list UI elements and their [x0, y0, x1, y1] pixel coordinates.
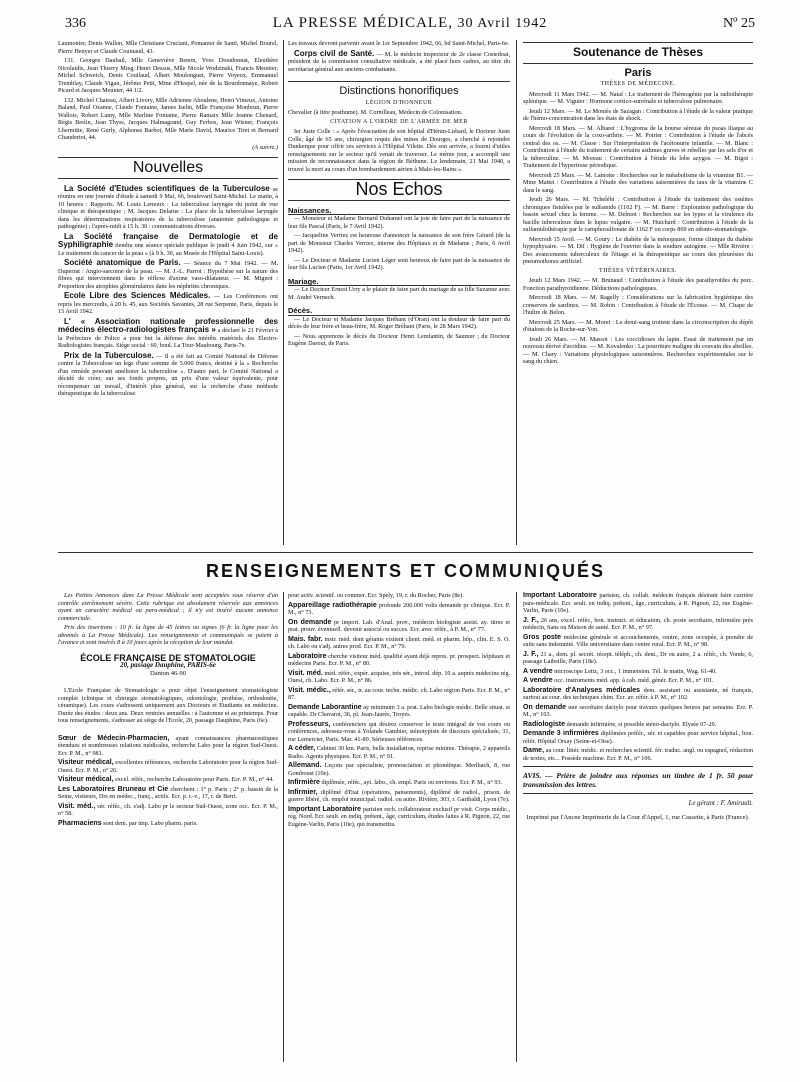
- ad-title: A vendre: [523, 667, 553, 675]
- thesis-entry: Jeudi 12 Mars. — M. Le Moniès de Sazagan : Contribution à l'étude de la valeur pratique de l'hémo-concentration dans les états de shock.: [523, 107, 753, 122]
- ad-text: cherche visiteur méd. qualifié ayant déjà repres. pr. prospect. hôpitaux et médecins Paris. Ecr. P. M., n° 80.: [288, 652, 510, 667]
- ad-text: Cabinet 30 km. Paris, belle installation, reprise minime. Thérapie, 2 appareils Radio. Agents physiques. Ecr. P. M., n° 91.: [288, 745, 510, 760]
- ad-text: diplômé d'Etat (opérations, pansements), diplômé de radiol., prison. de guerre libéré, ch. emploi municipal. radiol. ou autre. Rivière, 303, r. Garibaldi, Lyon (7e).: [288, 788, 510, 803]
- ad-text: sont dem. par imp. Labo pharm. paris.: [103, 819, 198, 827]
- ad-text: médecine générale et accouchements, centre, zone occupée, à prendre de suite sans indemnité. Ville universitaire dans centre rural. Ecr. P. M., n° 98.: [523, 633, 753, 648]
- column-rule: [516, 40, 517, 545]
- society-text: — Il a été fait au Comité National de Défense contre la Tuberculose un legs d'une somme de 5.000 francs, destiné à la « Recherche d'un remède pouvant améliorer la tuberculose ». D'autre part, le Comité National a décidé de créer, sur ses fonds propres, un prix d'une valeur équivalente, pour récompenser un travail, d'intérêt plus général, sur la recherche d'une méthode thérapeutique de la tuberculose.: [58, 352, 278, 397]
- ad-text: 21 a., dem. pl. secrét. récept. téléph., ch. dent., Dr ou autre, 2 a. référ., ch. Vonde, 6, passage Laibeille, Paris (18e).: [523, 650, 753, 665]
- ad-title: Visiteur médical,: [58, 759, 114, 766]
- ads-column-2: [288, 592, 510, 1062]
- ad-text: ay minimum 3 a. prat. Labo biologie médic. Belle situat. si capable. Dr Chavarot, 36, pl. Jean-Jaurès, Troyes.: [288, 703, 510, 718]
- society-title: Prix de la Tuberculose.: [64, 350, 154, 360]
- printer-line: Imprimé par l'Ancne Imprimerie de la Cour d'Appel, 1, rue Cassette, à Paris (France).: [526, 813, 750, 821]
- list-item: 131. Georges Daubail, Mlle Geneviève Benon, Yves Dioudonnat, Eleuthère Nicolaidis, Jean Thierry Mieg, Henri Dessus, Mlle Nicole Wodzinski, Francis Meunier, Michel Schweich, Denis Couilaud, Albert Moulonguet, Pierre Voyeux, Emmanuel Tremblay, Claude Vigan, Jérôme Petit, Mme d'Hespel, née de la Bourdonnaye, Robert Picard et Jacques Meunier, 44 1/2.: [58, 57, 278, 94]
- ad-text: une secrétaire dactylo pour travaux quelques heures par semaine. Ecr. P. M., n° 103.: [523, 703, 753, 718]
- article-text: — M. le médecin inspecteur de 2e classe Costedoat, président de la commission consultative médicale, a été placé hors cadres, au titre du secrétariat général aux anciens combattants.: [288, 50, 510, 73]
- ad-text: occ. instruments méd. app. à cab. méd. génér. Ecr. P. M., n° 101.: [554, 677, 714, 684]
- ads-intro: Les Petites Annonces dans La Presse Médicale sont acceptées sous réserve d'un contrôle extrêmement sévère. Cette rubrique est absolument réservée aux annonces ayant un caractère médical ou para-médical ; il n'y est inséré aucune annonce commerciale.: [58, 592, 278, 622]
- subheading-veterinaires: THÈSES VÉTÉRINAIRES.: [599, 267, 677, 274]
- announcement: — Nous apprenons le décès du Docteur Henri Lemfantin, de Saumur ; du Docteur Eugène Darout, de Paris.: [288, 332, 510, 347]
- ad-title: Les Laboratoires Bruneau et Cie: [58, 785, 169, 793]
- column-rule: [283, 40, 284, 545]
- journal-title: LA PRESSE MÉDICALE,: [272, 15, 453, 31]
- category-deces: Décès.: [288, 307, 510, 316]
- ad-title: J. F.,: [523, 650, 539, 658]
- ad-text: diplômée, référ., ayt. labo., ch. empl. Paris ou environs. Ecr. P. M., n° 93.: [321, 779, 503, 786]
- section-banner: RENSEIGNEMENTS ET COMMUNIQUÉS: [58, 552, 753, 582]
- ad-title: On demande: [288, 618, 332, 626]
- ad-title: Demande Laborantine: [288, 703, 362, 711]
- ad-text: diplômées préfér., sér. et capables pour service hôpital., bon. référ. Hôpital Orsay (Seine-et-Oise).: [523, 730, 753, 745]
- avis-notice: AVIS. — Prière de joindre aux réponses un timbre de 1 fr. 50 pour transmission des lettres.: [523, 766, 753, 794]
- ad-text: référ. sér., tr. au cour. techn. médic. ch. Labo région Paris. Ecr. P. M., n° 87.: [288, 686, 510, 701]
- ad-title: Appareillage radiothérapie: [288, 601, 377, 609]
- column-rule: [516, 592, 517, 1062]
- ads-prices: Prix des insertions : 10 fr. la ligne de 45 lettres ou signes (6 fr. la ligne pour les abonnés à La Presse Médicale). Les renseignements et communiqués se paient à l'avance et sont insérés 8 à 10 jours après la réception de leur mandat.: [58, 624, 278, 646]
- ad-text: au cour. littér. médic. et recherches scientif. fér. traduc. angl. ou espagnol, rédaction de textes, etc... Possède machine. Ecr. P. M., n° 106.: [523, 747, 753, 762]
- ad-text: microscope Leitz, 3 occ., 1 immersion. Tél. le matin, Wag. 61-40.: [554, 667, 717, 675]
- city-heading: Paris: [624, 66, 652, 79]
- column-1: [58, 40, 278, 545]
- column-rule: [283, 592, 284, 1062]
- society-title: La Société française de Dermatologie et de Syphiligraphie: [58, 231, 278, 249]
- category-mariage: Mariage.: [288, 278, 510, 287]
- section-heading-nouvelles: Nouvelles: [58, 157, 278, 179]
- ad-title: Visit. médic.,: [288, 686, 331, 694]
- society-text: a déclaré le 21 Février à la Préfecture de Police a pour but la défense des intérêts matériels des Electro-Radiologistes français. Siège social : 60, boul. La Tour-Maubourg, Paris-7e.: [58, 327, 278, 349]
- ad-title: Important Laboratoire: [523, 592, 597, 599]
- thesis-entry: Jeudi 12 Mars 1942. — M. Brunaud : Contribution à l'étude des parathyroïdes du porc. Fonction parathyroïdienne. Déductions pathologiques.: [523, 277, 753, 292]
- column-2: [288, 40, 510, 545]
- ads-column-3: [523, 592, 753, 1062]
- page-number: 336: [65, 16, 86, 31]
- ad-title: Important Laboratoire: [288, 805, 362, 813]
- ad-text: excel. référ., recherche Laboratoire pour Paris. Ecr. P. M., n° 44.: [115, 776, 274, 783]
- article-title: Corps civil de Santé.: [294, 48, 375, 58]
- category-naissances: Naissances.: [288, 207, 510, 216]
- school-name: ÉCOLE FRANÇAISE DE STOMATOLOGIE: [80, 652, 256, 663]
- announcement: — Monsieur et Madame Bernard Duhamel ont la joie de faire part de la naissance de leur fils Pascal (Paris, le 7 Avril 1942).: [288, 215, 510, 230]
- announcement: — Le Docteur et Madame Jacques Bréhant (d'Oran) ont la douleur de faire part du décès de leur frère et beau-frère, M. Roger Bréhant (Paris, le 28 Mars 1942).: [288, 315, 510, 330]
- school-address: 20, passage Dauphine, PARIS-6e: [120, 661, 216, 669]
- ad-title: Sœur de Médecin-Pharmacien,: [58, 734, 170, 742]
- thesis-entry: Mercredi 15 Avril. — M. Goury : Le diabète de la ménopause, forme clinique du diabète hypophysaire. — M. Dif : Hygiène de l'ouvrier dans la soudure autogène. — Mlle Rivière : Des avancements tuberculeux de l'étiage et la thérapeutique au cours des pleurésies du pneumothorax artificiel.: [523, 235, 753, 265]
- ad-text: excellentes références, recherche Laboratoire pour la région Sud-Ouest. Ecr. P. M., n° 26.: [58, 759, 278, 774]
- ad-title: Visit. méd.,: [58, 802, 96, 810]
- ad-text: méd. référ., expér. acquise, très sér., introd. dép. 10 a. auprès médecins rég. Ouest, ch. Labo. Ecr. P. M., n° 86.: [288, 669, 510, 684]
- ad-title: Visiteur médical,: [58, 776, 114, 783]
- thesis-entry: Jeudi 26 Mars. — M. Tcheléhi : Contribution à l'étude du traitement des ostéites chroniques fistulées par le sulfamide (1162 F). — M. Barre : Exploration pathologique du bassin sexuel chez la femme. — M. Delmot : Recherches sur les types et la virulence du bacille tuberculeux dans le lupus vulgaire. — M. Huichard : Contribution à l'étude de la sulfamidothérapie par le camphosulfonate de 1162 F ou corps 869 en odonto-stomatologie.: [523, 196, 753, 233]
- section-heading-theses: Soutenance de Thèses: [523, 42, 753, 64]
- school-text: L'Ecole Française de Stomatologie a pour objet l'enseignement stomatologiste complet (clinique et chirurgie stomatologiques, odontologie, prothèse, orthodontie, céramique). Les cours s'adressent uniquement aux Docteurs et Etudiants en médecine. Durée des études : deux ans. Deux rentrées annuelles : à l'automne et au printemps. Pour tous renseignements, s'adresser au siège de l'Ecole, 20, passage Dauphine, Paris (6e).: [58, 687, 278, 724]
- ad-title: Laboratoire: [288, 652, 327, 660]
- ad-text: pr import. Lab. d'Anal. prov., médecin biologiste assist. ay. titres et prat. prouv. éventuell. devenir associé ou succes. Ecr. avec référ., à P. M., n° 77.: [288, 618, 510, 633]
- society-text: — Les Conférences ont repris les mercredis, à 20 h. 45, aux Sociétés Savantes, 28 rue Serpente, Paris, depuis le 15 Avril 1942.: [58, 293, 278, 315]
- society-title: Ecole Libre des Sciences Médicales.: [64, 291, 211, 300]
- ad-text: cherchent : 1° p. Paris ; 2° p. bassin de la Seine, visiteurs, Drs en médec., franç., actifs. Ecr. p. r.-v., 17, r. de Berri.: [58, 785, 278, 800]
- ad-text: 26 ans, excel. référ., bon. instruct. et éducation, ch. poste secrétaire, infirmière près médecin, Sans ou Maison de santé. Ecr. P. M., n° 97.: [523, 616, 753, 631]
- announcement: — Le Docteur Ernest Urry a le plaisir de faire part du mariage de sa fille Suzanne avec M. André Vernech.: [288, 286, 510, 301]
- list-continuation: Laumonier, Denis Wallon, Mlle Christiane Cruciani, Pomanier de Santi, Michel Bourel, Pierre Heuyer et Claude Couinaud, 43.: [58, 40, 278, 55]
- ad-title: A céder,: [288, 745, 316, 752]
- ad-title: Dame,: [523, 747, 545, 754]
- list-item: 132. Michel Chateau, Albert Livory, Mlle Adrienne Aboulene, Henri Vimeux, Antoine Baland, Paul Ozanne, Claude Fontaine, James Iselin, Mlle Françoise Monbrun, Pierre Wallois, Robert Lamy, Mlle Marline Fontaine, Pierre Ramaix Mlle Jeanne Chenard, Régis Brelin, Jean Thyss, Jacques Halmagrand, Guy Ferbos, Jean Wisner, François Lhermitte, René Gurly, Alphonse Barbot, Mlle Marie David, Maurice Tiret et Bernard Chandertot, 44.: [58, 96, 278, 141]
- ad-title: Professeurs,: [288, 720, 331, 728]
- ad-title: Gros poste: [523, 633, 561, 641]
- section-heading-echos: Nos Echos: [288, 179, 510, 201]
- announcement: — Jacqueline Verriez est heureuse d'annoncer la naissance de son frère Gérard (de la part de Monsieur Charles Verriez, interne des Hôpitaux et de Madame ; Paris, 6 Avril 1942).: [288, 232, 510, 254]
- ad-title: J. F.,: [523, 616, 539, 624]
- journal-title-line: [65, 15, 755, 32]
- ad-text: parisien rech. collaborateur exclusif pr visit. Corps médic., rég. Nord. Ecr. seult. en indiq. prétent., âge, curriculum, études faites à R. Pignon, 22, rue Eugène-Varlin, Paris (10e), qui transmettra.: [288, 805, 510, 828]
- thesis-entry: Mercredi 25 Mars. — M. Moret : Le demi-sang trotteur dans la circonscription du dépôt d'étalons de la Roche-sur-Yon.: [523, 318, 753, 333]
- subheading-legion: LÉGION D'HONNEUR: [365, 99, 433, 106]
- ad-continuation: pour activ. scientif. ou commer. Ecr. Spely, 19, r. du Rocher, Paris (8e).: [288, 592, 464, 599]
- ad-text: instr. méd. dont gérants visitent client. méd. et pharm. hôp., clin. E. S. O. ch. Labo ou s'adj. autres prod. Ecr. P. M., n° 79.: [288, 635, 510, 650]
- announcement: — Le Docteur et Madame Lucien Léger sont heureux de faire part de la naissance de leur fils Lucien (Paris, 1er Avril 1942).: [288, 256, 510, 271]
- ad-title: Allemand.: [288, 762, 322, 769]
- ad-title: Pharmaciens: [58, 819, 102, 827]
- ad-title: Mais. fabr.: [288, 635, 323, 643]
- society-text: tiendra une séance spéciale publique le jeudi 4 Juin 1942, sur « Le traitement du cancer de la peau » (à 9 h. 30, au Musée de l'Hôpital Saint-Louis).: [58, 242, 278, 257]
- society-text: — Séance du 7 Mai 1942. — M. Duperrat : Angio-sarcome de la peau. — M. J.-L. Parrot : Hypothèse sur la nature des fibres qui interviennent dans le réflexe d'axone vaso-dilatateur. — M. Mignot : Proportion des atrophies glomérulaires dans les néphrites chroniques.: [58, 260, 278, 290]
- society-title: L' « Association nationale professionnelle des médecins électro-radiologistes français »: [58, 316, 278, 334]
- page-header: [65, 12, 755, 34]
- society-title: La Société d'Etudes scientifiques de la Tuberculose: [64, 183, 270, 193]
- issue-date: 30 Avril 1942: [457, 16, 548, 31]
- citation-text: Ier Juste Colle : « Après l'évacuation de son hôpital d'Hénin-Liétard, le Docteur Juste Colle, âgé de 65 ans, chirurgien requis des mines de Dourges, a cherché à rejoindre Dunkerque pour offrir ses services à l'Hôpital Vilette. Dès son arrivée, a fourni d'utiles renseignements sur le secteur qu'il venait de traverser. Le même jour, a accompli une mission de reconnaissance dans la région de Béthune. Le lendemain, 21 Mai 1940, a trouvé la mort au cours d'un bombardement aérien à Malo-les-Bains ».: [288, 128, 510, 173]
- ad-title: Infirmier,: [288, 788, 318, 796]
- ad-text: sér. référ., ch. s'adj. Labo pr le secteur Sud-Ouest, zone occ. Ecr. P. M., n° 58.: [58, 802, 278, 817]
- article-continuation: Les travaux devront parvenir avant le 1er Septembre 1942, 66, bd Saint-Michel, Paris-6e.: [288, 40, 510, 47]
- ad-text: conférenciers qui désirez conserver le texte intégral de vos cours ou conférences, adressez-vous à Yolande Gambier, sténotypiste de discours spécialisée, 31, rue Lemercier, Paris. Mar. 41-80. Sérieuses références.: [288, 720, 510, 743]
- ad-text: ayant connaissances pharmaceutiques étendues et nombreuses relations médicales, recherche Labo pour la région Sud-Ouest. Ecr. P. M., n° 981.: [58, 734, 278, 757]
- issue-number: Nº 25: [723, 16, 755, 31]
- ad-text: parisien, ch. collab. médecin français désirant faire carrière para-médicale. Ecr. seult. en indiq. prétent., âge, curriculum, à R. Pignon, 22, rue Eugène-Varlin, Paris (10e).: [523, 592, 753, 614]
- school-phone: Danton 46-90: [150, 669, 186, 677]
- subheading-medecine: THÈSES DE MÉDECINE.: [600, 81, 676, 87]
- thesis-entry: Mercredi 18 Mars. — M. Albaret : L'hygroma de la bourse séreuse du psoas iliaque au cours de l'évolution de la coxo-arthrie. — M. Poirier : Contribution à l'étude de l'abcès central des os. — M. Classe : Sur l'interprétation de l'acétonurie infantile. — M. Blanc : Contribution à l'étude du traitement de certains asthmes graves et rebelles par les sels d'or et la tuberculine. — M. Moreau : Contribution à l'étude du lobe azygos. — M. Bigot : Traitement de l'hypertrose périodique.: [523, 124, 753, 169]
- ad-title: Visit. méd.: [288, 669, 323, 677]
- thesis-entry: Mercredi 25 Mars. — M. Lamotte : Recherches sur le métabolisme de la vitamine B1. — Mme Mattei : Contribution à l'étude des variations saisonnières du taux de la vitamine C dans le sang.: [523, 171, 753, 194]
- column-3: [523, 40, 753, 545]
- thesis-entry: Mercredi 11 Mars 1942. — M. Nataf : Le traitement de l'hémogénie par la radiothérapie splénique. — M. Viguier : Hormone cortico-surrénale et tuberculose pulmonaire.: [523, 90, 753, 105]
- society-text: se réunira en une journée d'étude à samedi 9 Mai, 66, boulevard Saint-Michel. Le matin, à 10 heures : Rapports. M. Louis Lemoux : La tuberculose laryngée du point de vue clinique et thérapeutique ; M. Jacques Delarue : La place de la tuberculose laryngée dans les déterminations respiratoires de la tuberculose (anatomie pathologique et pathogénie) ; l'après-midi à 15 h. 30 : communications diverses.: [58, 185, 278, 230]
- ad-title: Infirmière: [288, 779, 320, 786]
- thesis-entry: Mercredi 18 Mars. — M. Ragelly : Considérations sur la fabrication hygiénique des conserves de sardines. — M. Robin : Contribution à l'étude de l'Écosse. — M. Chape de l'huître de Belon.: [523, 294, 753, 316]
- ad-title: Demande 3 infirmières: [523, 730, 599, 737]
- chevalier-text: Chevalier (à titre posthume). M. Cornilleau, Médecin de Colonisation.: [288, 109, 463, 116]
- ad-title: A vendre: [523, 677, 553, 684]
- gerant-line: Le gérant : F. Amirault.: [688, 800, 753, 807]
- society-title: Société anatomique de Paris.: [64, 258, 181, 267]
- to-be-continued: (A suivre.): [252, 143, 278, 151]
- thesis-entry: Jeudi 26 Mars. — M. Massot : Les coccidioses du lapin. Essai de traitement par un nouveau dérivé d'acridine. — M. Kovalenko : La pourriture maligne du couvain des abeilles. — M. Chary : Variations physiologiques saisonnières. Recherches expérimentales sur le sang du chien.: [523, 335, 753, 365]
- ad-text: dem. assistant ou assistante, né français, surtout au cour. des techniques chim. Ecr. av. référ. à P. M., n° 102.: [523, 686, 753, 701]
- ad-text: Leçons par spécialiste, prononciation et phonétique. Merlbach, 8, rue Gomboust (10e).: [288, 762, 510, 777]
- ad-title: On demande: [523, 703, 567, 711]
- ad-title: Radiologiste: [523, 720, 566, 728]
- section-heading-distinctions: Distinctions honorifiques: [288, 81, 510, 96]
- ad-text: demande infirmière, si possible sténo-dactylo. Elysée 07-29.: [566, 720, 717, 728]
- ad-text: profonde 200.000 volts demande pr clinique. Ecr. P. M., n° 73.: [288, 601, 510, 616]
- ads-column-1: [58, 592, 278, 1062]
- subheading-citation: CITATION A L'ORDRE DE L'ARMÉE DE MER: [330, 118, 468, 125]
- ad-title: Laboratoire d'Analyses médicales: [523, 686, 640, 694]
